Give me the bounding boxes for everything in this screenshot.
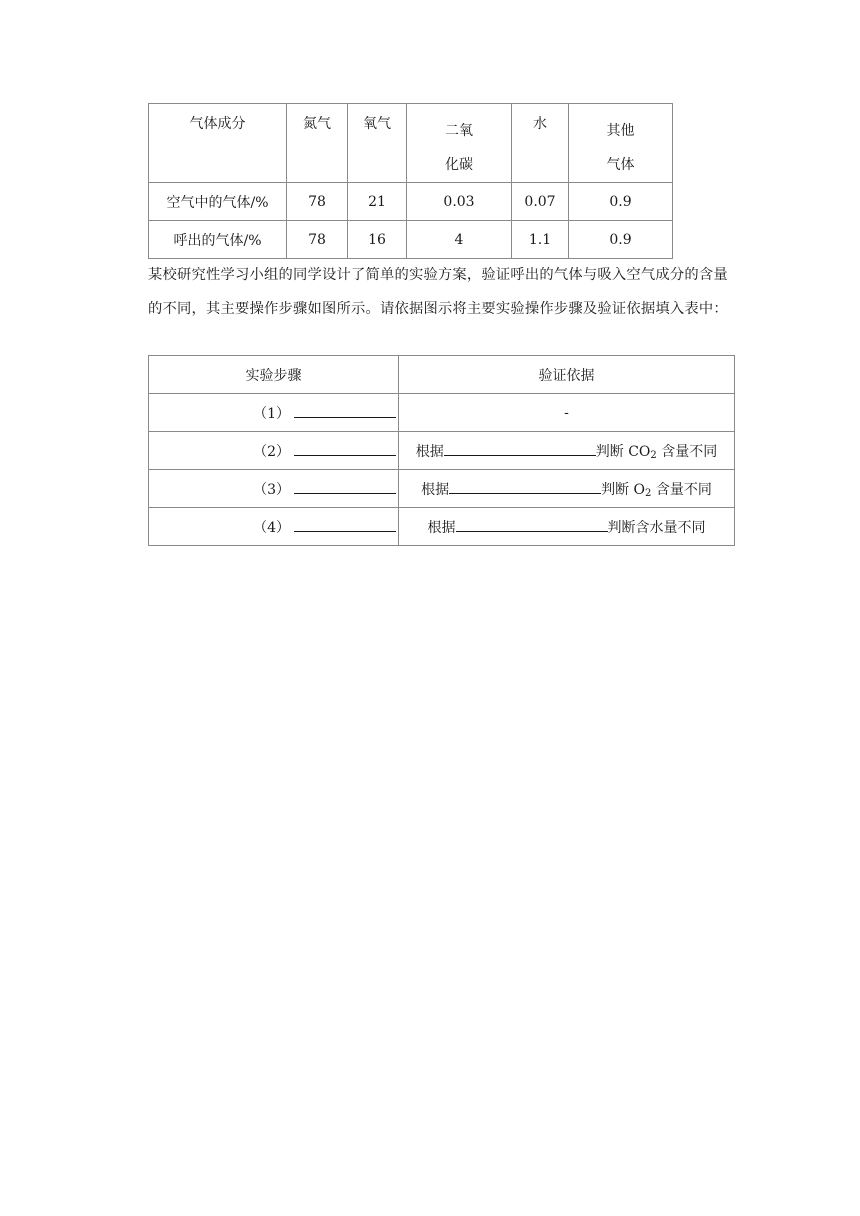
basis-suffix-end: 含量不同	[656, 443, 718, 460]
header-other-gases: 其他 气体	[569, 104, 673, 183]
cell-nitrogen: 78	[287, 221, 348, 259]
table-row	[149, 470, 735, 508]
basis-cell	[399, 432, 735, 470]
cell-water: 1.1	[512, 221, 569, 259]
answer-blank[interactable]	[294, 403, 396, 418]
header-water: 水	[512, 104, 569, 183]
cell-other-gases: 0.9	[569, 183, 673, 221]
experiment-steps-table	[148, 355, 735, 546]
question-paragraph: 某校研究性学习小组的同学设计了简单的实验方案，验证呼出的气体与吸入空气成分的含量的不同，其主要操作步骤如图所示。请依据图示将主要实验操作步骤及验证依据填入表中：	[148, 267, 728, 317]
basis-suffix: 判断 CO	[595, 443, 651, 460]
table-header-row	[149, 356, 735, 394]
step-number: （4）	[253, 519, 290, 536]
header-verification-basis: 验证依据	[399, 356, 735, 394]
basis-prefix: 根据	[427, 519, 456, 536]
step-number: （2）	[253, 443, 290, 460]
table-row	[149, 432, 735, 470]
step-cell	[149, 432, 399, 470]
gas-composition-table	[148, 103, 673, 259]
basis-cell	[399, 470, 735, 508]
answer-blank[interactable]	[294, 479, 396, 494]
step-cell	[149, 394, 399, 432]
subscript: 2	[650, 449, 657, 461]
step-cell	[149, 470, 399, 508]
cell-oxygen: 16	[348, 221, 407, 259]
step-number: （1）	[253, 405, 290, 422]
table-row	[149, 221, 673, 259]
row-label: 呼出的气体/%	[149, 221, 287, 259]
table-row	[149, 508, 735, 546]
basis-prefix: 根据	[415, 443, 444, 460]
header-nitrogen: 氮气	[287, 104, 348, 183]
header-gas-component: 气体成分	[149, 104, 287, 183]
basis-suffix-end: 含量不同	[651, 481, 712, 498]
basis-cell	[399, 394, 735, 432]
step-number: （3）	[253, 481, 290, 498]
answer-blank[interactable]	[456, 517, 608, 532]
basis-cell	[399, 508, 735, 546]
row-label: 空气中的气体/%	[149, 183, 287, 221]
cell-other-gases: 0.9	[569, 221, 673, 259]
cell-carbon-dioxide: 4	[407, 221, 512, 259]
answer-blank[interactable]	[444, 441, 596, 456]
answer-blank[interactable]	[294, 441, 396, 456]
table-row	[149, 183, 673, 221]
subscript: 2	[645, 487, 652, 499]
answer-blank[interactable]	[449, 479, 601, 494]
basis-suffix: 判断 O	[601, 481, 646, 498]
cell-carbon-dioxide: 0.03	[407, 183, 512, 221]
table-row	[149, 394, 735, 432]
cell-water: 0.07	[512, 183, 569, 221]
header-experiment-steps: 实验步骤	[149, 356, 399, 394]
cell-oxygen: 21	[348, 183, 407, 221]
header-carbon-dioxide: 二氧 化碳	[407, 104, 512, 183]
basis-prefix: 根据	[421, 481, 450, 498]
step-cell	[149, 508, 399, 546]
header-oxygen: 氧气	[348, 104, 407, 183]
cell-nitrogen: 78	[287, 183, 348, 221]
basis-suffix: 判断含水量不同	[607, 519, 706, 536]
answer-blank[interactable]	[294, 517, 396, 532]
table-header-row	[149, 104, 673, 183]
basis-dash: -	[564, 404, 569, 421]
